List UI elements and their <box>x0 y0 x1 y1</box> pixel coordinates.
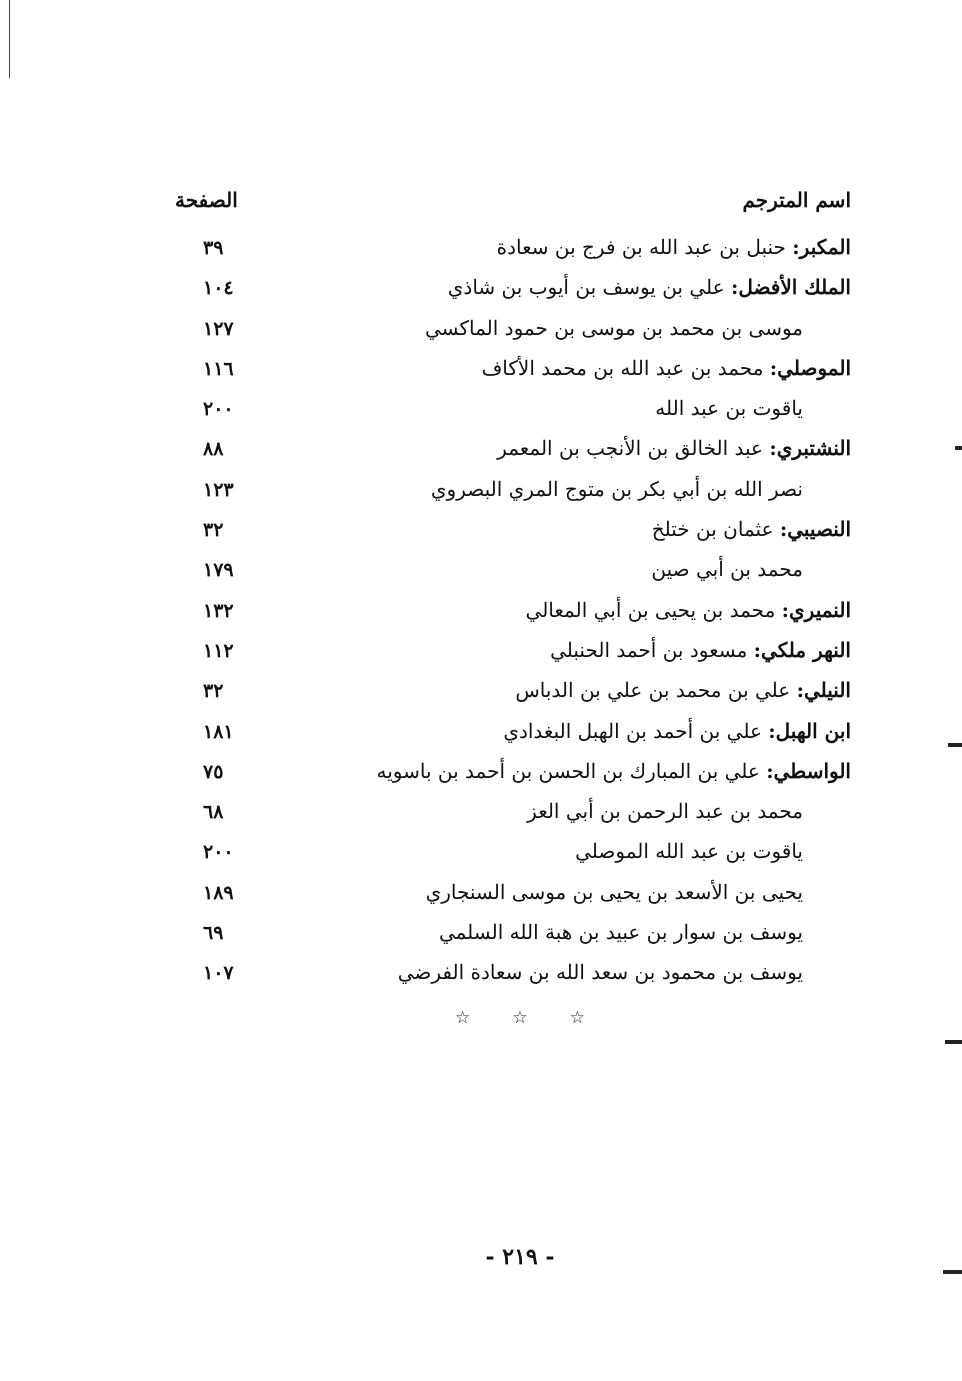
entry-full-name: علي بن محمد بن علي بن الدباس <box>515 678 797 703</box>
entry-nisba: الواسطي: <box>766 758 851 783</box>
index-entry-row <box>175 956 851 996</box>
entry-full-name: موسى بن محمد بن موسى بن حمود الماكسي <box>424 315 803 340</box>
entry-name <box>652 517 851 541</box>
entry-page-number: ٢٠٠ <box>203 398 234 421</box>
scan-edge-line <box>9 0 10 78</box>
entry-name <box>426 880 803 904</box>
page-number: - ٢١٩ - <box>485 1244 555 1270</box>
index-entry-row <box>175 312 851 352</box>
entry-full-name: نصر الله بن أبي بكر بن متوج المري البصروي <box>430 476 803 501</box>
entry-page-number: ١٢٣ <box>203 478 234 501</box>
entry-full-name: محمد بن يحيى بن أبي المعالي <box>525 597 782 622</box>
scan-margin-mark <box>943 1270 962 1274</box>
entry-name <box>503 719 851 743</box>
entry-nisba: الموصلي: <box>769 355 851 380</box>
entry-nisba: النشتبري: <box>769 436 851 461</box>
entry-name <box>482 356 851 380</box>
entry-page-number: ١٠٧ <box>203 962 234 985</box>
entry-page-number: ٦٨ <box>203 801 224 824</box>
entry-page-number: ١٠٤ <box>203 277 234 300</box>
entry-full-name: عبد الخالق بن الأنجب بن المعمر <box>497 436 770 461</box>
entry-full-name: يحيى بن الأسعد بن يحيى بن موسى السنجاري <box>425 879 803 904</box>
entry-page-number: ١٢٧ <box>203 317 234 340</box>
index-entry-row <box>175 795 851 835</box>
entry-page-number: ١٨١ <box>203 720 234 743</box>
index-entry-row <box>175 432 851 472</box>
star-icon: ☆ <box>569 1008 585 1028</box>
index-entry-row <box>175 513 851 553</box>
entry-full-name: مسعود بن أحمد الحنبلي <box>550 637 754 662</box>
entry-name <box>575 839 803 863</box>
entry-full-name: عثمان بن ختلخ <box>651 517 780 542</box>
index-entries <box>175 231 851 997</box>
entry-page-number: ٨٨ <box>203 438 224 461</box>
entry-page-number: ٣٢ <box>203 519 224 542</box>
entry-nisba: النميري: <box>781 597 851 622</box>
scan-margin-mark <box>945 1040 962 1044</box>
index-entry-row <box>175 835 851 875</box>
entry-name <box>448 275 851 299</box>
entry-name <box>655 396 803 420</box>
index-entry-row <box>175 674 851 714</box>
index-entry-row <box>175 594 851 634</box>
entry-page-number: ١٨٩ <box>203 881 234 904</box>
entry-nisba: الملك الأفضل: <box>730 275 851 300</box>
entry-full-name: علي بن أحمد بن الهبل البغدادي <box>503 718 769 743</box>
entry-full-name: علي بن يوسف بن أيوب بن شاذي <box>447 275 731 300</box>
entry-full-name: علي بن المبارك بن الحسن بن أحمد بن باسويه <box>376 758 767 783</box>
name-column-heading: اسم المترجم <box>742 188 851 212</box>
page-column-heading: الصفحة <box>175 188 238 212</box>
entry-full-name: محمد بن عبد الله بن محمد الأكاف <box>481 355 770 380</box>
entry-nisba: النيلي: <box>796 678 851 703</box>
index-entry-row <box>175 392 851 432</box>
entry-full-name: يوسف بن محمود بن سعد الله بن سعادة الفرضي <box>397 960 803 985</box>
entry-full-name: محمد بن عبد الرحمن بن أبي العز <box>527 799 803 824</box>
entry-name <box>425 316 803 340</box>
entry-page-number: ٢٠٠ <box>203 841 234 864</box>
entry-name <box>398 960 803 984</box>
entry-page-number: ٧٥ <box>203 760 224 783</box>
entry-name <box>439 920 803 944</box>
entry-name <box>526 598 851 622</box>
section-end-stars <box>455 1008 585 1028</box>
entry-full-name: يوسف بن سوار بن عبيد بن هبة الله السلمي <box>438 920 803 945</box>
entry-page-number: ١١٦ <box>203 357 234 380</box>
entry-name <box>431 477 803 501</box>
entry-page-number: ١٣٢ <box>203 599 234 622</box>
entry-name <box>497 235 851 259</box>
index-entry-row <box>175 553 851 593</box>
index-entry-row <box>175 634 851 674</box>
entry-name <box>651 557 803 581</box>
entry-full-name: ياقوت بن عبد الله الموصلي <box>575 839 803 864</box>
entry-page-number: ١٧٩ <box>203 559 234 582</box>
index-header <box>175 188 851 218</box>
entry-page-number: ٣٩ <box>203 237 224 259</box>
entry-page-number: ٣٢ <box>203 680 224 703</box>
entry-nisba: النهر ملكي: <box>753 637 851 662</box>
entry-name <box>497 436 851 460</box>
index-entry-row <box>175 352 851 392</box>
entry-full-name: محمد بن أبي صين <box>651 557 803 582</box>
entry-full-name: حنبل بن عبد الله بن فرج بن سعادة <box>496 235 793 259</box>
index-entry-row <box>175 876 851 916</box>
star-icon: ☆ <box>455 1008 471 1028</box>
index-entry-row <box>175 755 851 795</box>
index-entry-row <box>175 715 851 755</box>
entry-page-number: ٦٩ <box>203 922 224 945</box>
scan-margin-mark <box>955 446 962 450</box>
entry-nisba: النصيبي: <box>779 517 851 542</box>
index-entry-row <box>175 473 851 513</box>
index-entry-row <box>175 271 851 311</box>
entry-page-number: ١١٢ <box>203 639 234 662</box>
entry-name <box>515 678 851 702</box>
index-entry-row <box>175 916 851 956</box>
entry-name <box>376 759 851 783</box>
index-entry-row <box>175 231 851 271</box>
entry-name <box>527 799 803 823</box>
entry-nisba: ابن الهبل: <box>768 718 851 743</box>
star-icon: ☆ <box>512 1008 528 1028</box>
entry-nisba: المكبر: <box>792 235 851 259</box>
entry-name <box>550 638 851 662</box>
entry-full-name: ياقوت بن عبد الله <box>655 396 803 421</box>
scan-margin-mark <box>948 743 962 747</box>
